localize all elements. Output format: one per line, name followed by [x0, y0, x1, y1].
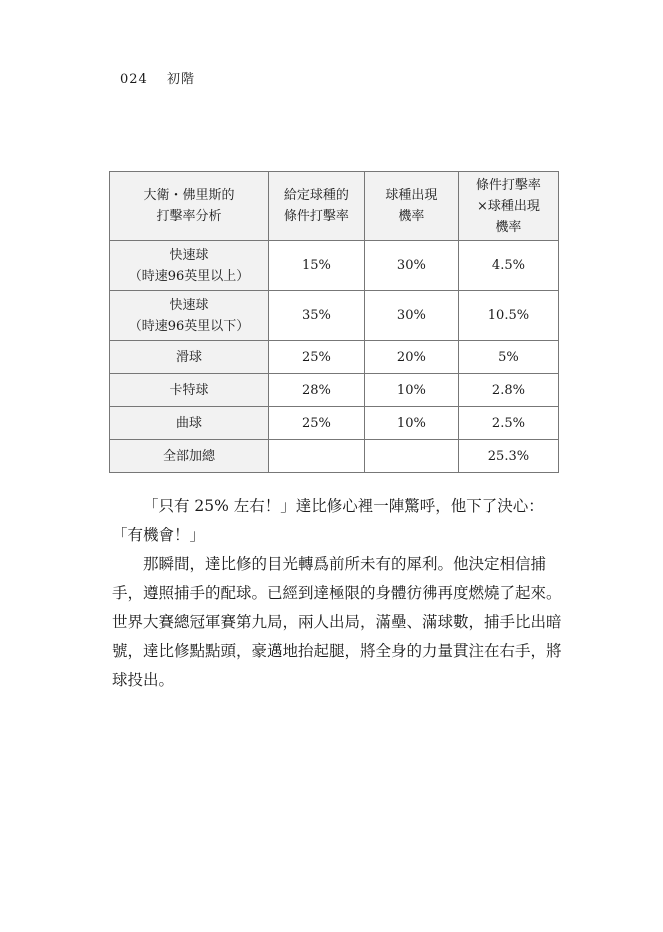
- table-cell: [364, 440, 458, 473]
- table-total-row: [110, 440, 559, 473]
- table-cell: 28%: [268, 374, 364, 407]
- paragraph: 「只有 25% 左右！」達比修心裡一陣驚呼，他下了決心：: [143, 497, 544, 515]
- chapter-title: 初階: [166, 72, 195, 87]
- running-header: [120, 68, 195, 87]
- table-cell: 10%: [364, 374, 458, 407]
- table-cell: 10%: [364, 407, 458, 440]
- total-label-cell: 全部加總: [110, 440, 269, 473]
- table-row: [110, 291, 559, 341]
- table-cell: 4.5%: [458, 241, 558, 291]
- header-cell: 球種出現 機率: [364, 172, 458, 241]
- header-cell: 給定球種的 條件打擊率: [268, 172, 364, 241]
- table-cell: 30%: [364, 241, 458, 291]
- page-number: 024: [120, 72, 148, 87]
- table-header-row: [110, 172, 559, 241]
- pitch-type-cell: 滑球: [110, 341, 269, 374]
- header-cell: 條件打擊率 ×球種出現 機率: [458, 172, 558, 241]
- table-cell: 35%: [268, 291, 364, 341]
- batting-analysis-table: [109, 171, 559, 473]
- table-row: [110, 407, 559, 440]
- table-row: [110, 374, 559, 407]
- table-cell: 5%: [458, 341, 558, 374]
- table-cell: 15%: [268, 241, 364, 291]
- table-cell: 20%: [364, 341, 458, 374]
- table-cell: 2.5%: [458, 407, 558, 440]
- table-cell: 30%: [364, 291, 458, 341]
- table-cell: 2.8%: [458, 374, 558, 407]
- header-cell: 大衛・佛里斯的 打擊率分析: [110, 172, 269, 241]
- pitch-type-cell: 快速球 （時速96英里以下）: [110, 291, 269, 341]
- paragraph: 「有機會！」: [112, 526, 206, 544]
- body-text: [112, 492, 564, 695]
- pitch-type-cell: 曲球: [110, 407, 269, 440]
- pitch-type-cell: 快速球 （時速96英里以上）: [110, 241, 269, 291]
- table-cell: [268, 440, 364, 473]
- table-row: [110, 341, 559, 374]
- table-cell: 25%: [268, 341, 364, 374]
- table-cell: 10.5%: [458, 291, 558, 341]
- pitch-type-cell: 卡特球: [110, 374, 269, 407]
- total-value-cell: 25.3%: [458, 440, 558, 473]
- table-cell: 25%: [268, 407, 364, 440]
- table-row: [110, 241, 559, 291]
- paragraph: 那瞬間，達比修的目光轉爲前所未有的犀利。他決定相信捕手，遵照捕手的配球。已經到達極限的身體彷彿再度燃燒了起來。世界大賽總冠軍賽第九局，兩人出局，滿壘、滿球數，捕手比出暗號，達比修點點頭，豪邁地抬起腿，將全身的力量貫注在右手，將球投出。: [112, 555, 562, 689]
